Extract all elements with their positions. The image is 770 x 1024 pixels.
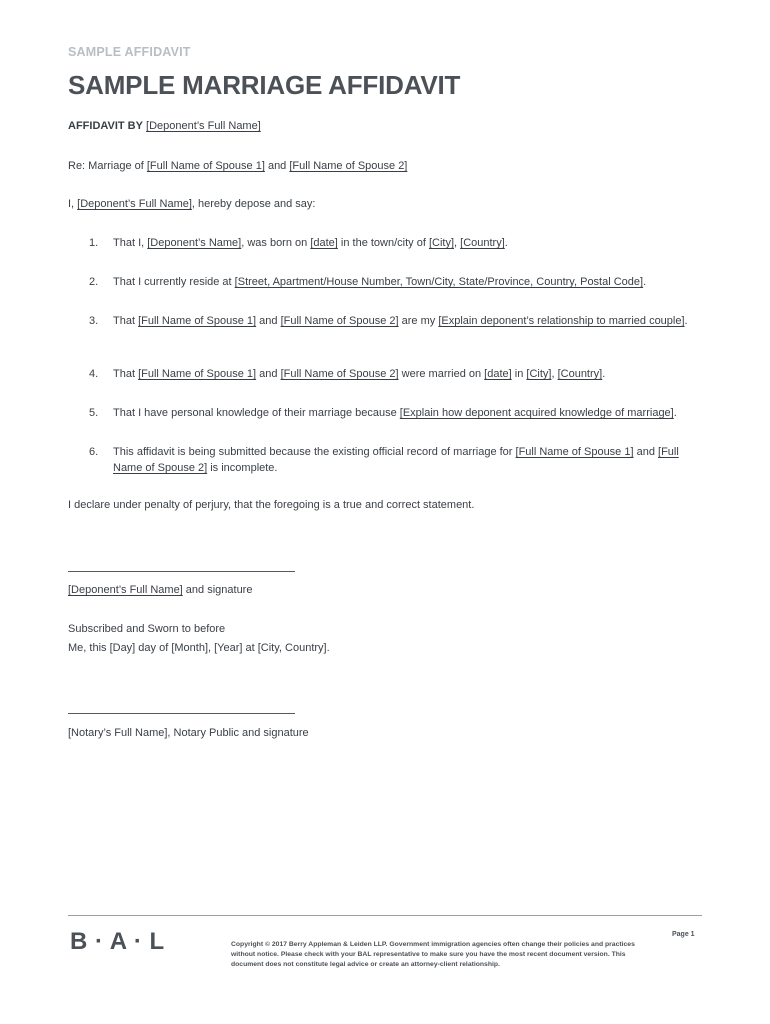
statement-fragment: That I, [113,237,148,249]
statement-number: 2. [89,276,99,288]
re-prefix: Re: Marriage of [68,160,147,172]
statement-text [113,405,703,421]
statement-fragment: , [551,368,558,380]
copyright-notice: Copyright © 2017 Berry Appleman & Leiden LLP. Government immigration agencies often change their policies and practices without notice. Please check with your BAL representative to make sure you have the most recent document version. This document does not constitute legal advice or create an attorney-client relationship. [231,941,635,968]
sworn-line-2: Me, this [Day] day of [Month], [Year] at [City, Country]. [68,642,330,654]
placeholder-field: [date] [484,368,512,380]
placeholder-field: [Deponent’s Name] [147,237,242,249]
statement-number: 6. [89,446,99,458]
placeholder-field: [Country] [460,237,505,249]
placeholder-field: [Explain how deponent acquired knowledge of marriage] [399,407,674,419]
placeholder-field: [City] [526,368,552,380]
statement-fragment: were married on [398,368,485,380]
statement-text [113,444,703,476]
intro-deponent: [Deponent’s Full Name] [77,198,192,210]
statement-number: 3. [89,315,99,327]
signature-deponent: [Deponent’s Full Name] [68,584,183,596]
document-title: SAMPLE MARRIAGE AFFIDAVIT [68,70,461,100]
statement-text [113,235,703,251]
deponent-signature-caption [68,582,703,598]
placeholder-field: [Explain deponent’s relationship to married couple] [438,315,685,327]
declaration-text: I declare under penalty of perjury, that the foregoing is a true and correct statement. [68,499,475,511]
statement-fragment: and [256,315,281,327]
statement-fragment: . [643,276,647,288]
statement-fragment: That I have personal knowledge of their marriage because [113,407,400,419]
statement-text [113,366,703,382]
footer-divider [68,915,702,916]
statement-fragment: , was born on [241,237,311,249]
statement-fragment: , [454,237,461,249]
intro-suffix: , hereby depose and say: [191,198,316,210]
statement-fragment: . [602,368,606,380]
placeholder-field: [City] [428,237,455,249]
intro-line [68,196,703,212]
placeholder-field: [Full Name of Spouse 2] [113,446,679,474]
statement-fragment: and [256,368,281,380]
statement-number: 4. [89,368,99,380]
placeholder-field: [Country] [557,368,603,380]
byline-deponent: [Deponent’s Full Name] [146,120,261,132]
notary-signature-caption: [Notary’s Full Name], Notary Public and signature [68,727,309,739]
placeholder-field: [Full Name of Spouse 1] [138,368,257,380]
intro-prefix: I, [68,198,78,210]
statement-number: 1. [89,237,99,249]
document-eyebrow: SAMPLE AFFIDAVIT [68,45,191,59]
statement-number: 5. [89,407,99,419]
re-spouse1: [Full Name of Spouse 1] [146,160,265,172]
notary-signature-line [68,713,295,714]
statement-text [113,274,703,290]
placeholder-field: [Full Name of Spouse 2] [280,315,399,327]
byline-label: AFFIDAVIT BY [68,120,143,132]
statement-text [113,313,703,329]
statement-fragment: in [511,368,527,380]
statement-fragment: . [684,315,688,327]
statement-fragment: is incomplete. [207,462,278,474]
statement-fragment: and [633,446,659,458]
statement-fragment: This affidavit is being submitted because the existing official record of marriage for [113,446,516,458]
re-line [68,158,703,174]
placeholder-field: [Full Name of Spouse 1] [515,446,634,458]
placeholder-field: [date] [310,237,338,249]
placeholder-field: [Street, Apartment/House Number, Town/City, State/Province, Country, Postal Code] [234,276,644,288]
statement-fragment: That I currently reside at [113,276,235,288]
placeholder-field: [Full Name of Spouse 1] [138,315,257,327]
deponent-signature-line [68,571,295,572]
statement-fragment: . [504,237,508,249]
signature-suffix: and signature [182,584,253,596]
bal-logo: B · A · L [70,928,165,955]
re-mid: and [264,160,290,172]
page-number: Page 1 [672,931,695,938]
sworn-line-1: Subscribed and Sworn to before [68,623,226,635]
statement-fragment: in the town/city of [337,237,429,249]
statement-fragment: are my [398,315,439,327]
affidavit-byline [68,120,261,132]
statement-fragment: . [673,407,677,419]
re-spouse2: [Full Name of Spouse 2] [289,160,408,172]
placeholder-field: [Full Name of Spouse 2] [280,368,399,380]
statement-fragment: That [113,368,139,380]
statement-fragment: That [113,315,139,327]
